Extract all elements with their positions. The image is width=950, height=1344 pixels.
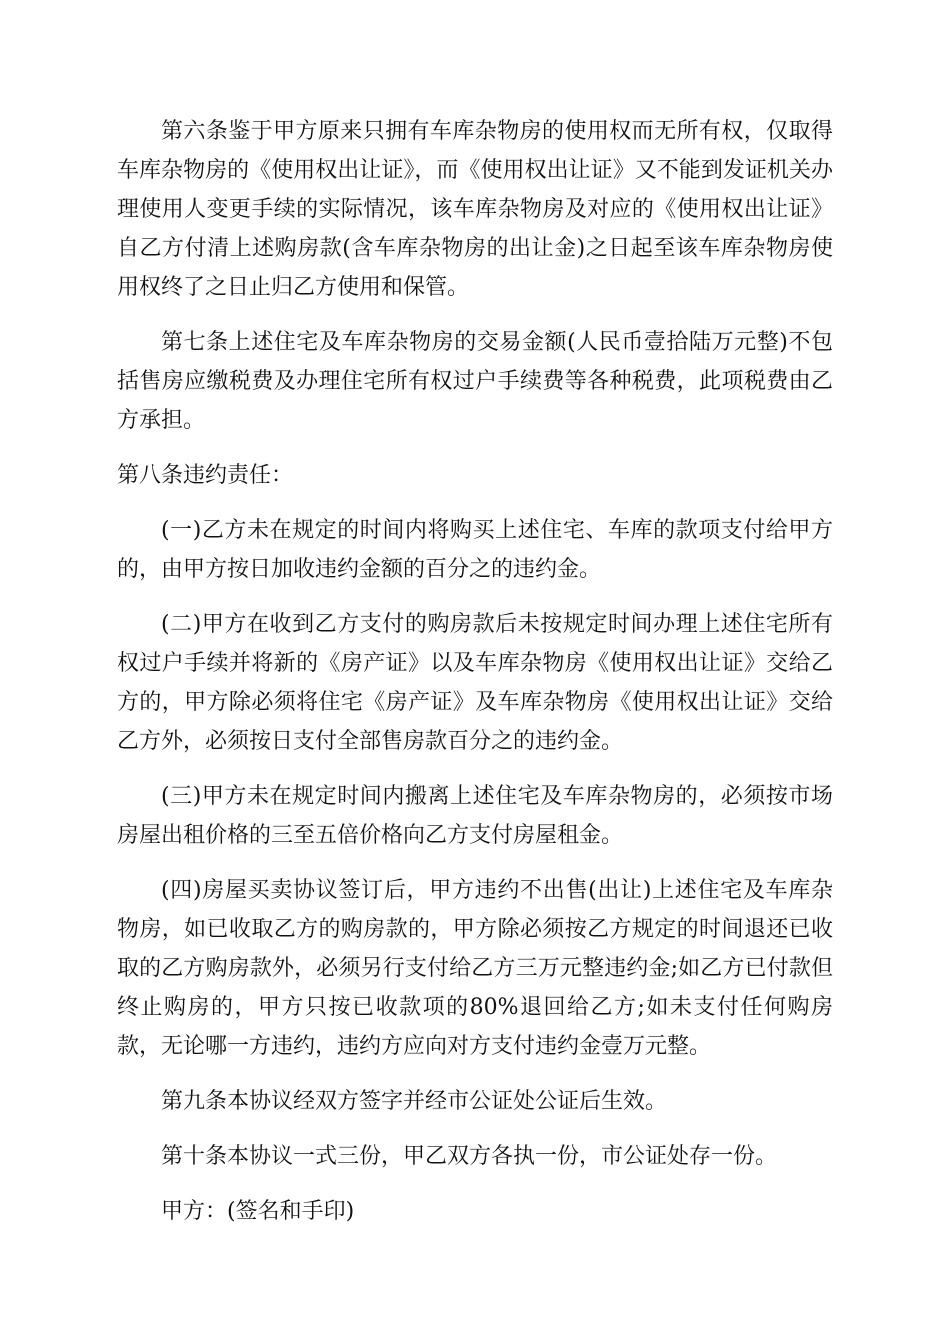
article-8-clause-3: (三)甲方未在规定时间内搬离上述住宅及车库杂物房的，必须按市场房屋出租价格的三至五倍价格向乙方支付房屋租金。 bbox=[117, 784, 833, 848]
article-8-clause-2: (二)甲方在收到乙方支付的购房款后未按规定时间办理上述住宅所有权过户手续并将新的《房产证》以及车库杂物房《使用权出让证》交给乙方的，甲方除必须将住宅《房产证》及车库杂物房《使用权出让证》交给乙方外，必须按日支付全部售房款百分之的违约金。 bbox=[117, 612, 833, 754]
article-8-heading: 第八条违约责任： bbox=[117, 463, 294, 488]
party-a-signature-line: 甲方：(签名和手印) bbox=[161, 1199, 355, 1224]
article-8-clause-1: (一)乙方未在规定的时间内将购买上述住宅、车库的款项支付给甲方的，由甲方按日加收违约金额的百分之的违约金。 bbox=[117, 518, 833, 582]
document-body bbox=[117, 112, 833, 1247]
article-7-paragraph: 第七条上述住宅及车库杂物房的交易金额(人民币壹拾陆万元整)不包括售房应缴税费及办理住宅所有权过户手续费等各种税费，此项税费由乙方承担。 bbox=[117, 330, 833, 433]
article-10-paragraph: 第十条本协议一式三份，甲乙双方各执一份，市公证处存一份。 bbox=[161, 1144, 778, 1169]
article-9-paragraph: 第九条本协议经双方签字并经市公证处公证后生效。 bbox=[161, 1089, 668, 1114]
article-6-paragraph: 第六条鉴于甲方原来只拥有车库杂物房的使用权而无所有权，仅取得车库杂物房的《使用权出让证》，而《使用权出让证》又不能到发证机关办理使用人变更手续的实际情况，该车库杂物房及对应的《使用权出让证》自乙方付清上述购房款(含车库杂物房的出让金)之日起至该车库杂物房使用权终了之日止归乙方使用和保管。 bbox=[117, 119, 833, 300]
article-8-clause-4: (四)房屋买卖协议签订后，甲方违约不出售(出让)上述住宅及车库杂物房，如已收取乙方的购房款的，甲方除必须按乙方规定的时间退还已收取的乙方购房款外，必须另行支付给乙方三万元整违约金;如乙方已付款但终止购房的，甲方只按已收款项的80%退回给乙方;如未支付任何购房款，无论哪一方违约，违约方应向对方支付违约金壹万元整。 bbox=[117, 878, 833, 1059]
